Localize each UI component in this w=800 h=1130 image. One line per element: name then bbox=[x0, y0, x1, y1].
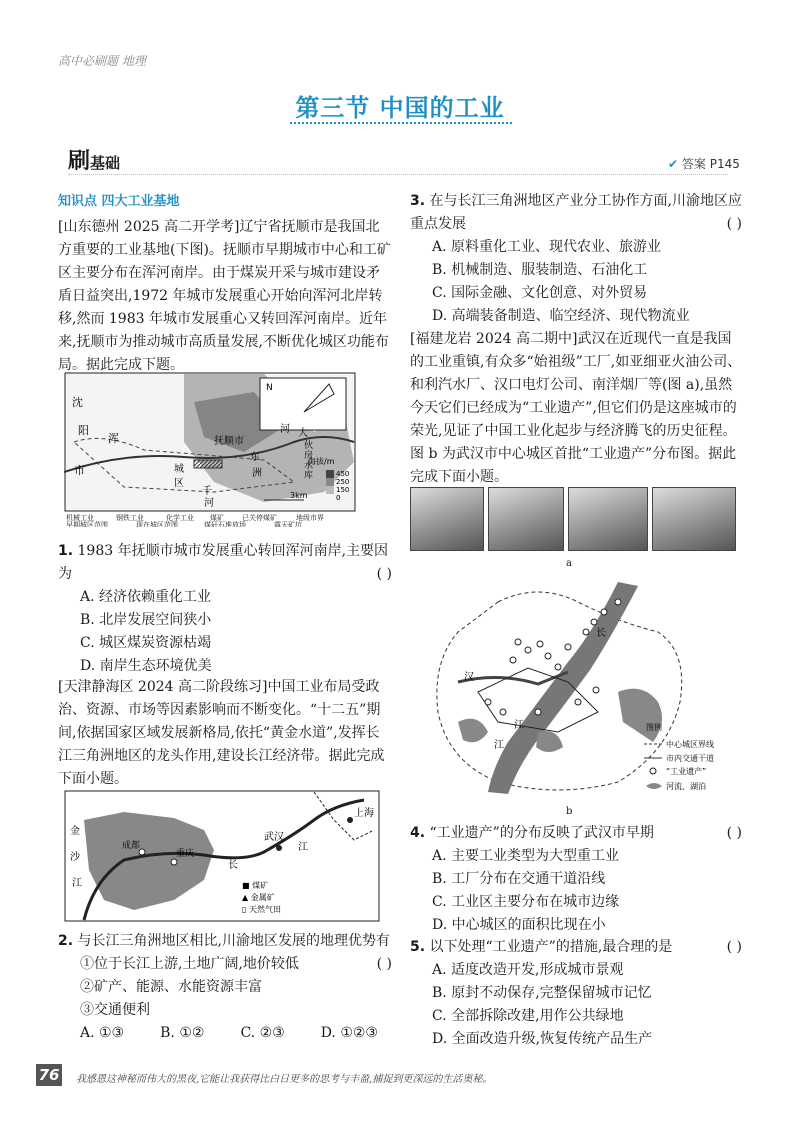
option[interactable]: D. 中心城区的面积比现在小 bbox=[432, 917, 606, 933]
scale-label: 3km bbox=[290, 491, 308, 500]
map-label: 长 bbox=[596, 628, 606, 639]
lake bbox=[458, 719, 488, 743]
option[interactable]: C. 工业区主要分布在城市边缘 bbox=[432, 894, 620, 910]
map-label: 伙 bbox=[304, 441, 314, 451]
map-label: 江 bbox=[72, 878, 82, 889]
legend-item: 市内交通干道 bbox=[666, 754, 714, 763]
map-label: 河 bbox=[280, 424, 290, 435]
legend-item: ■ 煤矿 bbox=[242, 881, 269, 890]
option[interactable]: A. 经济依赖重化工业 bbox=[80, 589, 212, 605]
check-icon: ✔ bbox=[668, 157, 679, 171]
question-5 bbox=[410, 936, 742, 1051]
elev-value: 450 bbox=[336, 470, 350, 478]
factory-photo bbox=[568, 487, 648, 551]
answer-ref bbox=[668, 155, 740, 172]
option[interactable]: B. ①② bbox=[160, 1025, 205, 1041]
map-label: 长 bbox=[228, 860, 238, 871]
choices-row bbox=[58, 1022, 392, 1045]
option[interactable]: B. 原封不动保存,完整保留城市记忆 bbox=[432, 985, 652, 1001]
q-num: 2. bbox=[58, 933, 74, 949]
map-label: 沙 bbox=[70, 852, 80, 863]
statement: ②矿产、能源、水能资源丰富 bbox=[80, 979, 262, 995]
map-label: 上海 bbox=[354, 808, 374, 819]
inset-map bbox=[260, 378, 346, 430]
option[interactable]: D. 全面改造升级,恢复传统产品生产 bbox=[432, 1031, 653, 1047]
option[interactable]: A. 原料重化工业、现代农业、旅游业 bbox=[432, 239, 662, 255]
map-label: 江 bbox=[298, 842, 308, 853]
intro-passage-1: [山东德州 2025 高二开学考]辽宁省抚顺市是我国北方重要的工业基地(下图)。抚顺市早期城市中心和工矿区主要分布在浑河南岸。由于煤炭开采与城市建设矛盾日益突出,1972 年城市发展重心开始向浑河北岸转移,然而 1983 年城市发展重心又转回浑河南岸。近年来,抚顺市为推动城市高质量发展,不断优化城区功能布局。据此完成下题。 bbox=[58, 219, 391, 373]
q-stem: 与长江三角洲地区相比,川渝地区发展的地理优势有 bbox=[77, 933, 390, 949]
statement: ③交通便利 bbox=[80, 1002, 150, 1018]
map-label: 阳 bbox=[78, 424, 89, 437]
legend-item: 钢铁工业 bbox=[116, 514, 144, 522]
wuhan-map-svg bbox=[418, 572, 742, 804]
option[interactable]: D. 南岸生态环境优美 bbox=[80, 658, 212, 674]
map-label: 房 bbox=[304, 451, 314, 461]
shua-char: 刷 bbox=[68, 149, 91, 174]
option[interactable]: D. 高端装备制造、临空经济、现代物流业 bbox=[432, 308, 690, 324]
lake bbox=[536, 731, 563, 752]
map-label: 水 bbox=[304, 461, 314, 471]
legend-item: 早期城区范围 bbox=[66, 521, 108, 527]
wuhan-dot bbox=[276, 845, 282, 851]
title-underline bbox=[290, 122, 512, 124]
map-label: 抚顺市 bbox=[214, 436, 244, 447]
legend-item: 地级市界 bbox=[296, 514, 324, 522]
yangtze-river bbox=[488, 582, 638, 794]
answer-blank: ( ) bbox=[726, 216, 742, 232]
legend-item: “工业遗产” bbox=[666, 767, 707, 776]
open-pit bbox=[194, 460, 222, 468]
map1-legend bbox=[66, 513, 324, 527]
fig-b-label: b bbox=[566, 806, 573, 817]
question-1 bbox=[58, 540, 392, 678]
elev-swatch bbox=[326, 486, 334, 494]
question-3 bbox=[410, 190, 742, 328]
legend-item: 已关停煤矿 bbox=[242, 514, 277, 522]
option[interactable]: B. 北岸发展空间狭小 bbox=[80, 612, 212, 628]
q-stem: 以下处理“工业遗产”的措施,最合理的是 bbox=[429, 939, 673, 955]
option[interactable]: B. 机械制造、服装制造、石油化工 bbox=[432, 262, 648, 278]
q-num: 3. bbox=[410, 193, 426, 209]
fushun-map-svg bbox=[64, 372, 356, 527]
question-4 bbox=[410, 822, 742, 937]
statement: ①位于长江上游,土地广阔,地价较低 bbox=[80, 956, 299, 972]
legend-item: 现在城区范围 bbox=[136, 521, 178, 527]
left-column bbox=[58, 190, 392, 377]
knowledge-point: 知识点 四大工业基地 bbox=[58, 194, 180, 209]
legend-item: ▯ 天然气田 bbox=[242, 905, 281, 914]
map-label: 浑 bbox=[108, 432, 119, 445]
fushun-map bbox=[64, 372, 356, 527]
question-2 bbox=[58, 930, 392, 1045]
factory-photo bbox=[410, 487, 484, 551]
elev-value: 150 bbox=[336, 486, 350, 494]
divider bbox=[68, 174, 728, 175]
shua-sub: 基础 bbox=[90, 154, 121, 172]
elev-swatch bbox=[326, 470, 334, 478]
q-num: 1. bbox=[58, 543, 74, 559]
map-label: 江 bbox=[494, 740, 504, 751]
wuhan-map bbox=[418, 572, 742, 804]
map-label: 城 bbox=[174, 464, 184, 475]
map-label: 东 bbox=[250, 452, 260, 463]
legend-item: 河流、湖泊 bbox=[666, 782, 706, 791]
map-label: 成都 bbox=[122, 841, 141, 851]
intro-passage-2: [天津静海区 2024 高二阶段练习]中国工业布局受政治、资源、市场等因素影响而不断变化。“十二五”期间,依据国家区域发展新格局,依托“黄金水道”,发挥长江三角洲地区的龙头作用,建设长江经济带。据此完成下面小题。 bbox=[58, 679, 385, 787]
footer-quote: 我感恩这神秘而伟大的黑夜,它能让我获得比白日更多的思考与丰盈,捕捉到更深远的生活奥秘。 bbox=[76, 1074, 493, 1085]
shanghai-dot bbox=[347, 817, 353, 823]
page-number: 76 bbox=[36, 1064, 62, 1086]
legend-item: 机械工业 bbox=[66, 514, 94, 522]
map-label: 武汉 bbox=[264, 832, 284, 843]
map-label: 千 bbox=[202, 486, 212, 497]
legend-item: ▲ 金属矿 bbox=[242, 893, 275, 902]
map-label: 金 bbox=[70, 826, 80, 837]
section-title: 第三节 中国的工业 bbox=[295, 94, 505, 122]
map-label: 洲 bbox=[252, 468, 262, 479]
factory-photo bbox=[652, 487, 736, 551]
legend-item: 煤矸石堆放场 bbox=[204, 521, 246, 527]
option[interactable]: C. 城区煤炭资源枯竭 bbox=[80, 635, 212, 651]
map-label: 江 bbox=[514, 720, 524, 731]
answer-ref-text: 答案 P145 bbox=[681, 157, 740, 171]
legend-item: 化学工业 bbox=[166, 514, 194, 522]
north-arrow: N bbox=[266, 383, 273, 393]
map-label: 沈 bbox=[72, 396, 83, 409]
option[interactable]: A. ①③ bbox=[80, 1025, 125, 1041]
elev-value: 0 bbox=[336, 494, 341, 502]
intro-passage-3: [福建龙岩 2024 高二期中]武汉在近现代一直是我国的工业重镇,有众多“始祖级”工厂,如亚细亚火油公司、和利汽水厂、汉口电灯公司、南洋烟厂等(图 a),虽然今天它们已经成为“工业遗产”,但它们仍是这座城市的荣光,见证了中国工业化起步与经济腾飞的历史征程。图 b 为武汉市中心城区首批“工业遗产”分布图。据此完成下面小题。 bbox=[410, 331, 742, 485]
map-label: 汉 bbox=[464, 672, 474, 683]
yangtze-map bbox=[64, 790, 380, 922]
yangtze-map-svg bbox=[64, 790, 380, 922]
elev-value: 250 bbox=[336, 478, 350, 486]
legend-item: 露天矿坑 bbox=[274, 521, 302, 527]
map-label: 大 bbox=[298, 428, 308, 439]
q-stem: “工业遗产”的分布反映了武汉市早期 bbox=[429, 825, 654, 841]
option[interactable]: C. 全部拆除改建,用作公共绿地 bbox=[432, 1008, 624, 1024]
han-river bbox=[458, 672, 568, 684]
map-label: 重庆 bbox=[176, 849, 195, 859]
answer-blank: ( ) bbox=[376, 956, 392, 972]
option[interactable]: C. 国际金融、文化创意、对外贸易 bbox=[432, 285, 648, 301]
map-label: 河 bbox=[204, 498, 214, 509]
chongqing-dot bbox=[171, 859, 177, 865]
legend-title: 图例 bbox=[646, 723, 662, 732]
q-num: 4. bbox=[410, 825, 426, 841]
elevation-title: 海拔/m bbox=[308, 457, 335, 466]
option[interactable]: D. ①②③ bbox=[320, 1025, 378, 1041]
factory-photo bbox=[488, 487, 564, 551]
shua-label bbox=[68, 144, 120, 175]
q-num: 5. bbox=[410, 939, 426, 955]
map-label: 区 bbox=[174, 478, 184, 489]
legend-item: 中心城区界线 bbox=[666, 740, 714, 749]
q-stem: 在与长江三角洲地区产业分工协作方面,川渝地区应重点发展 bbox=[410, 193, 742, 232]
map-label: 市 bbox=[74, 464, 85, 477]
fig-a-label: a bbox=[566, 558, 572, 569]
answer-blank: ( ) bbox=[726, 939, 742, 955]
answer-blank: ( ) bbox=[726, 825, 742, 841]
option[interactable]: B. 工厂分布在交通干道沿线 bbox=[432, 871, 606, 887]
elev-swatch bbox=[326, 478, 334, 486]
option[interactable]: A. 适度改造开发,形成城市景观 bbox=[432, 962, 624, 978]
east-lake bbox=[618, 689, 662, 742]
option[interactable]: A. 主要工业类型为大型重工业 bbox=[432, 848, 620, 864]
q-stem: 1983 年抚顺市城市发展重心转回浑河南岸,主要因为 bbox=[58, 543, 389, 582]
running-header: 高中必刷题 地理 bbox=[58, 54, 146, 68]
option[interactable]: C. ②③ bbox=[240, 1025, 285, 1041]
legend-item: 煤矿 bbox=[210, 514, 224, 522]
map-label: 库 bbox=[304, 471, 314, 481]
answer-blank: ( ) bbox=[376, 566, 392, 582]
